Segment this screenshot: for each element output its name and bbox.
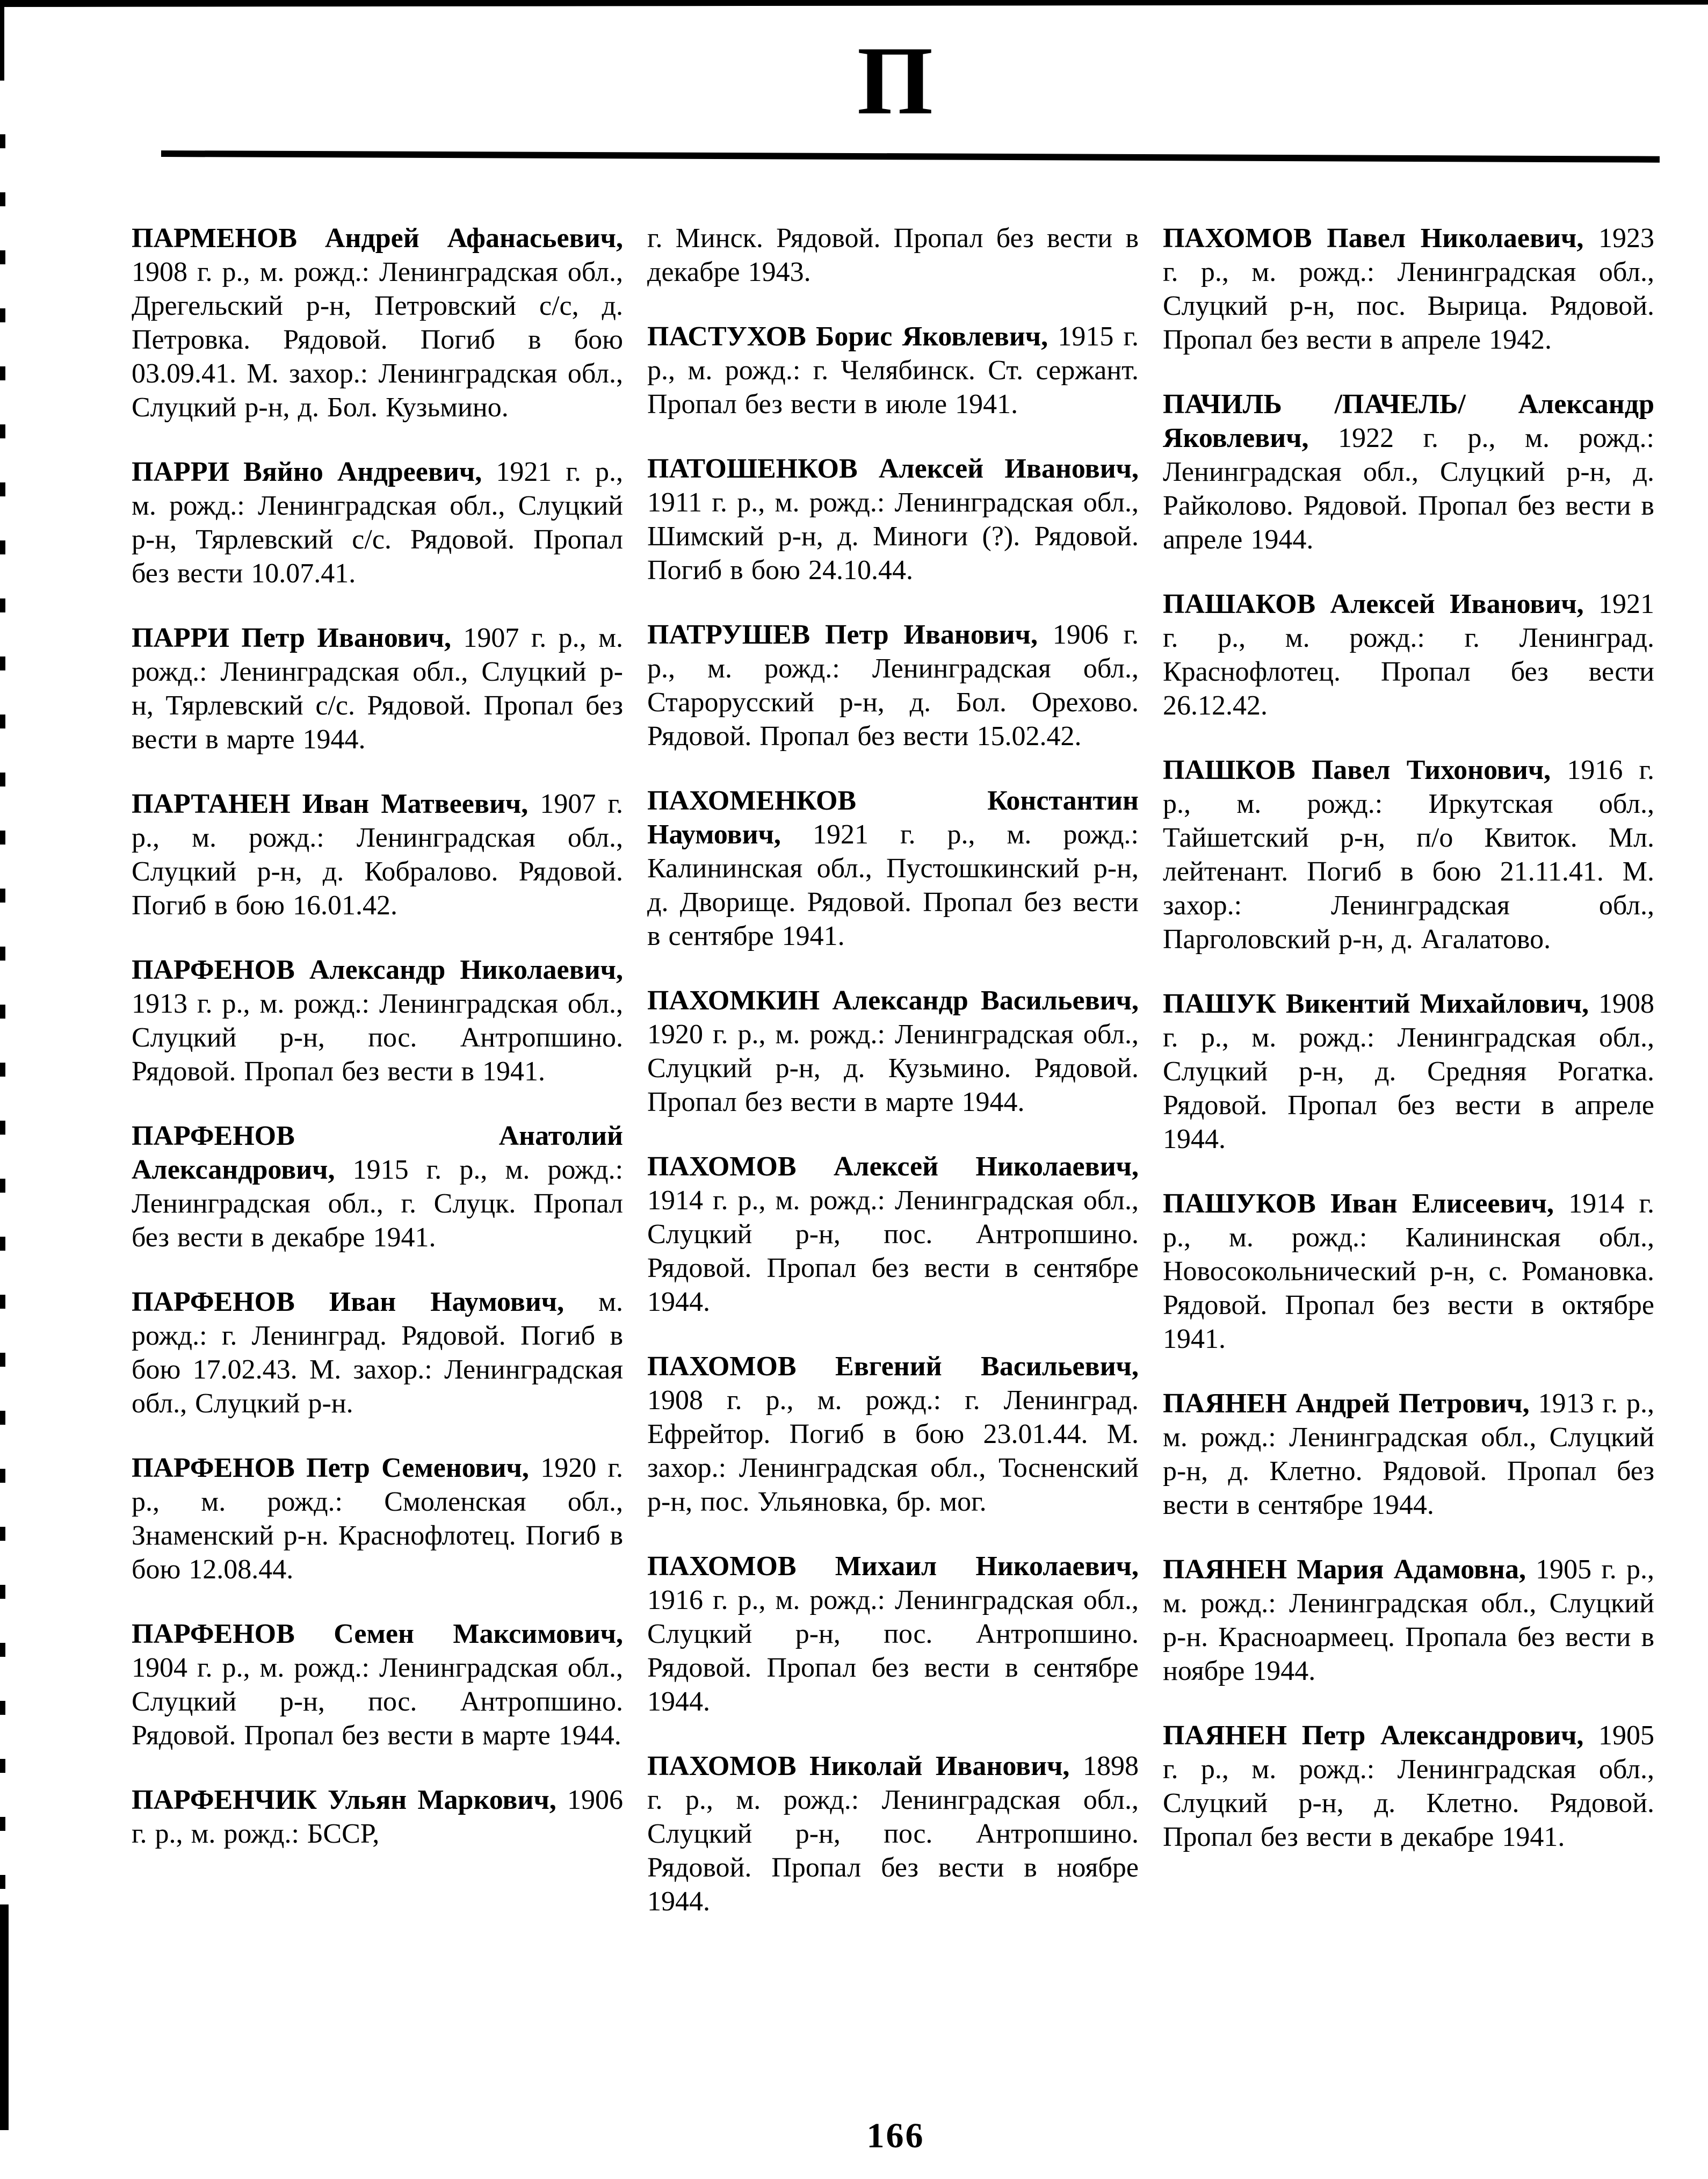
memorial-entry xyxy=(1163,753,1654,956)
memorial-entry xyxy=(1163,1719,1654,1854)
entry-name: ПАРМЕНОВ Андрей Афанасьевич, xyxy=(132,223,623,254)
entry-details: 1904 г. р., м. рожд.: Ленинградская обл., Слуцкий р-н, пос. Антропшино. Рядовой. Пропал без вести в марте 1944. xyxy=(132,1653,623,1751)
memorial-entry xyxy=(1163,1187,1654,1356)
column-1 xyxy=(132,221,623,1949)
memorial-entry xyxy=(1163,1553,1654,1688)
memorial-entry xyxy=(647,618,1139,753)
entry-name: ПАТРУШЕВ Петр Иванович, xyxy=(647,619,1038,650)
memorial-entry xyxy=(647,452,1139,587)
entry-details: 1905 г. р., м. рожд.: Ленинградская обл., Слуцкий р-н. Красноармеец. Пропала без вести в ноябре 1944. xyxy=(1163,1554,1655,1686)
memorial-entry xyxy=(1163,1387,1654,1522)
memorial-entry xyxy=(647,1749,1139,1918)
column-2 xyxy=(647,221,1139,1949)
entry-details: 1911 г. р., м. рожд.: Ленинградская обл., Шимский р-н, д. Миноги (?). Рядовой. Погиб в бою 24.10.44. xyxy=(647,487,1139,586)
memorial-entry xyxy=(132,953,623,1088)
entry-name: ПАСТУХОВ Борис Яковлевич, xyxy=(647,321,1048,352)
memorial-entry xyxy=(132,1783,623,1851)
entry-details: 1921 г. р., м. рожд.: Ленинградская обл., Слуцкий р-н, Тярлевский с/с. Рядовой. Пропал без вести 10.07.41. xyxy=(132,457,623,589)
entry-details: 1916 г. р., м. рожд.: Иркутская обл., Тайшетский р-н, п/о Квиток. Мл. лейтенант. Погиб в бою 21.11.41. М. захор.: Ленинградская обл., Парголовский р-н, д. Агалатово. xyxy=(1163,755,1654,955)
column-3 xyxy=(1163,221,1654,1949)
entry-details: 1920 г. р., м. рожд.: Смоленская обл., Знаменский р-н. Краснофлотец. Погиб в бою 12.08.44. xyxy=(132,1453,623,1585)
scan-edge-top-bar xyxy=(0,0,1708,7)
memorial-entry xyxy=(1163,221,1654,357)
entry-details: 1906 г. р., м. рожд.: БССР, xyxy=(132,1785,623,1849)
entry-name: ПАРФЕНЧИК Ульян Маркович, xyxy=(132,1785,556,1815)
section-letter: П xyxy=(857,27,935,135)
entry-details: 1914 г. р., м. рожд.: Калининская обл., Новосокольнический р-н, с. Романовка. Рядовой. Пропал без вести в октябре 1941. xyxy=(1163,1188,1655,1354)
entry-details: 1908 г. р., м. рожд.: Ленинградская обл., Дрегельский р-н, Петровский с/с, д. Петровка. Рядовой. Погиб в бою 03.09.41. М. захор.: Ленинградская обл., Слуцкий р-н, д. Бол. Кузьмино. xyxy=(132,257,623,423)
entry-name: ПАХОМОВ Евгений Васильевич, xyxy=(647,1351,1139,1382)
memorial-entry xyxy=(132,455,623,590)
entry-details: 1898 г. р., м. рожд.: Ленинградская обл., Слуцкий р-н, пос. Антропшино. Рядовой. Пропал без вести в ноябре 1944. xyxy=(647,1751,1139,1917)
entry-details: 1908 г. р., м. рожд.: Ленинградская обл., Слуцкий р-н, д. Средняя Рогатка. Рядовой. Пропал без вести в апреле 1944. xyxy=(1163,989,1655,1155)
scan-edge-left-line xyxy=(0,0,4,81)
entry-name: ПАЯНЕН Мария Адамовна, xyxy=(1163,1554,1526,1585)
memorial-entry xyxy=(647,1350,1139,1519)
entry-details: г. Минск. Рядовой. Пропал без вести в декабре 1943. xyxy=(647,223,1139,287)
entry-details: 1921 г. р., м. рожд.: Калининская обл., Пустошкинский р-н, д. Дворище. Рядовой. Пропал без вести в сентябре 1941. xyxy=(647,819,1139,951)
entry-name: ПАРФЕНОВ Анатолий Александрович, xyxy=(132,1121,623,1185)
header-rule xyxy=(161,150,1660,163)
entry-details: 1921 г. р., м. рожд.: г. Ленинград. Краснофлотец. Пропал без вести 26.12.42. xyxy=(1163,589,1655,721)
memorial-entry xyxy=(132,787,623,922)
entry-details: 1906 г. р., м. рожд.: Ленинградская обл., Старорусский р-н, д. Бол. Орехово. Рядовой. Пропал без вести 15.02.42. xyxy=(647,619,1139,752)
scan-binding-shadow xyxy=(0,1904,9,2130)
memorial-entry xyxy=(1163,987,1654,1156)
entry-details: 1914 г. р., м. рожд.: Ленинградская обл., Слуцкий р-н, пос. Антропшино. Рядовой. Пропал без вести в сентябре 1944. xyxy=(647,1185,1139,1317)
memorial-entry xyxy=(647,984,1139,1119)
memorial-entry xyxy=(132,1285,623,1420)
entry-details: 1915 г. р., м. рожд.: Ленинградская обл., г. Слуцк. Пропал без вести в декабре 1941. xyxy=(132,1155,624,1253)
entry-details: 1907 г. р., м. рожд.: Ленинградская обл., Слуцкий р-н, Тярлевский с/с. Рядовой. Пропал без вести в марте 1944. xyxy=(132,623,624,755)
memorial-entry xyxy=(132,1617,623,1752)
memorial-entry xyxy=(1163,387,1654,557)
entry-name: ПАРФЕНОВ Иван Наумович, xyxy=(132,1287,564,1317)
memorial-entry xyxy=(647,784,1139,953)
entry-details: 1922 г. р., м. рожд.: Ленинградская обл., Слуцкий р-н, д. Райколово. Рядовой. Пропал без вести в апреле 1944. xyxy=(1163,423,1655,555)
memorial-entry xyxy=(647,1549,1139,1719)
entry-name: ПАШАКОВ Алексей Иванович, xyxy=(1163,589,1584,619)
entry-details: 1913 г. р., м. рожд.: Ленинградская обл., Слуцкий р-н, д. Клетно. Рядовой. Пропал без вести в сентябре 1944. xyxy=(1163,1388,1654,1520)
entry-name: ПАХОМЕНКОВ Константин Наумович, xyxy=(647,785,1139,850)
memorial-entry xyxy=(647,1150,1139,1319)
memorial-entry xyxy=(132,221,623,424)
memorial-entry xyxy=(647,320,1139,421)
entry-name: ПАШУК Викентий Михайлович, xyxy=(1163,989,1589,1019)
entries-columns xyxy=(132,221,1660,1949)
entry-name: ПАРТАНЕН Иван Матвеевич, xyxy=(132,789,529,819)
entry-name: ПАРФЕНОВ Александр Николаевич, xyxy=(132,955,623,985)
entry-details: 1916 г. р., м. рожд.: Ленинградская обл., Слуцкий р-н, пос. Антропшино. Рядовой. Пропал без вести в сентябре 1944. xyxy=(647,1585,1139,1717)
entry-name: ПАЯНЕН Петр Александрович, xyxy=(1163,1720,1584,1751)
entry-name: ПАХОМКИН Александр Васильевич, xyxy=(647,985,1139,1016)
entry-name: ПАЯНЕН Андрей Петрович, xyxy=(1163,1388,1530,1419)
memorial-entry xyxy=(132,1451,623,1586)
entry-name: ПАРРИ Вяйно Андреевич, xyxy=(132,457,482,487)
entry-details: м. рожд.: г. Ленинград. Рядовой. Погиб в бою 17.02.43. М. захор.: Ленинградская обл., Слуцкий р-н. xyxy=(132,1287,624,1419)
entry-name: ПАТОШЕНКОВ Алексей Иванович, xyxy=(647,453,1139,484)
entry-name: ПАРФЕНОВ Петр Семенович, xyxy=(132,1453,529,1483)
entry-name: ПАЧИЛЬ /ПАЧЕЛЬ/ Александр Яковлевич, xyxy=(1163,389,1654,453)
entry-name: ПАШУКОВ Иван Елисеевич, xyxy=(1163,1188,1554,1219)
scan-binding-marks xyxy=(0,134,5,1902)
entry-name: ПАРФЕНОВ Семен Максимович, xyxy=(132,1619,623,1649)
memorial-entry xyxy=(1163,587,1654,723)
entry-details: 1920 г. р., м. рожд.: Ленинградская обл., Слуцкий р-н, д. Кузьмино. Рядовой. Пропал без вести в марте 1944. xyxy=(647,1019,1139,1117)
entry-name: ПАХОМОВ Николай Иванович, xyxy=(647,1751,1070,1781)
entry-details: 1915 г. р., м. рожд.: г. Челябинск. Ст. сержант. Пропал без вести в июле 1941. xyxy=(647,321,1139,420)
entry-details: 1905 г. р., м. рожд.: Ленинградская обл., Слуцкий р-н, д. Клетно. Рядовой. Пропал без вести в декабре 1941. xyxy=(1163,1720,1655,1852)
memorial-entry xyxy=(132,1119,623,1254)
entry-name: ПАХОМОВ Михаил Николаевич, xyxy=(647,1551,1139,1582)
entry-details: 1923 г. р., м. рожд.: Ленинградская обл., Слуцкий р-н, пос. Вырица. Рядовой. Пропал без вести в апреле 1942. xyxy=(1163,223,1654,355)
entry-name: ПАШКОВ Павел Тихонович, xyxy=(1163,755,1551,785)
entry-name: ПАХОМОВ Павел Николаевич, xyxy=(1163,223,1584,254)
memorial-entry xyxy=(132,621,623,756)
entry-details: 1907 г. р., м. рожд.: Ленинградская обл., Слуцкий р-н, д. Кобралово. Рядовой. Погиб в бою 16.01.42. xyxy=(132,789,623,921)
page-number: 166 xyxy=(866,2116,925,2155)
entry-name: ПАРРИ Петр Иванович, xyxy=(132,623,451,653)
entry-details: 1913 г. р., м. рожд.: Ленинградская обл., Слуцкий р-н, пос. Антропшино. Рядовой. Пропал без вести в 1941. xyxy=(132,989,623,1087)
entry-name: ПАХОМОВ Алексей Николаевич, xyxy=(647,1151,1139,1182)
entry-details: 1908 г. р., м. рожд.: г. Ленинград. Ефрейтор. Погиб в бою 23.01.44. М. захор.: Ленинградская обл., Тосненский р-н, пос. Ульяновка, бр. мог. xyxy=(647,1385,1139,1517)
memorial-entry-continuation xyxy=(647,221,1139,289)
